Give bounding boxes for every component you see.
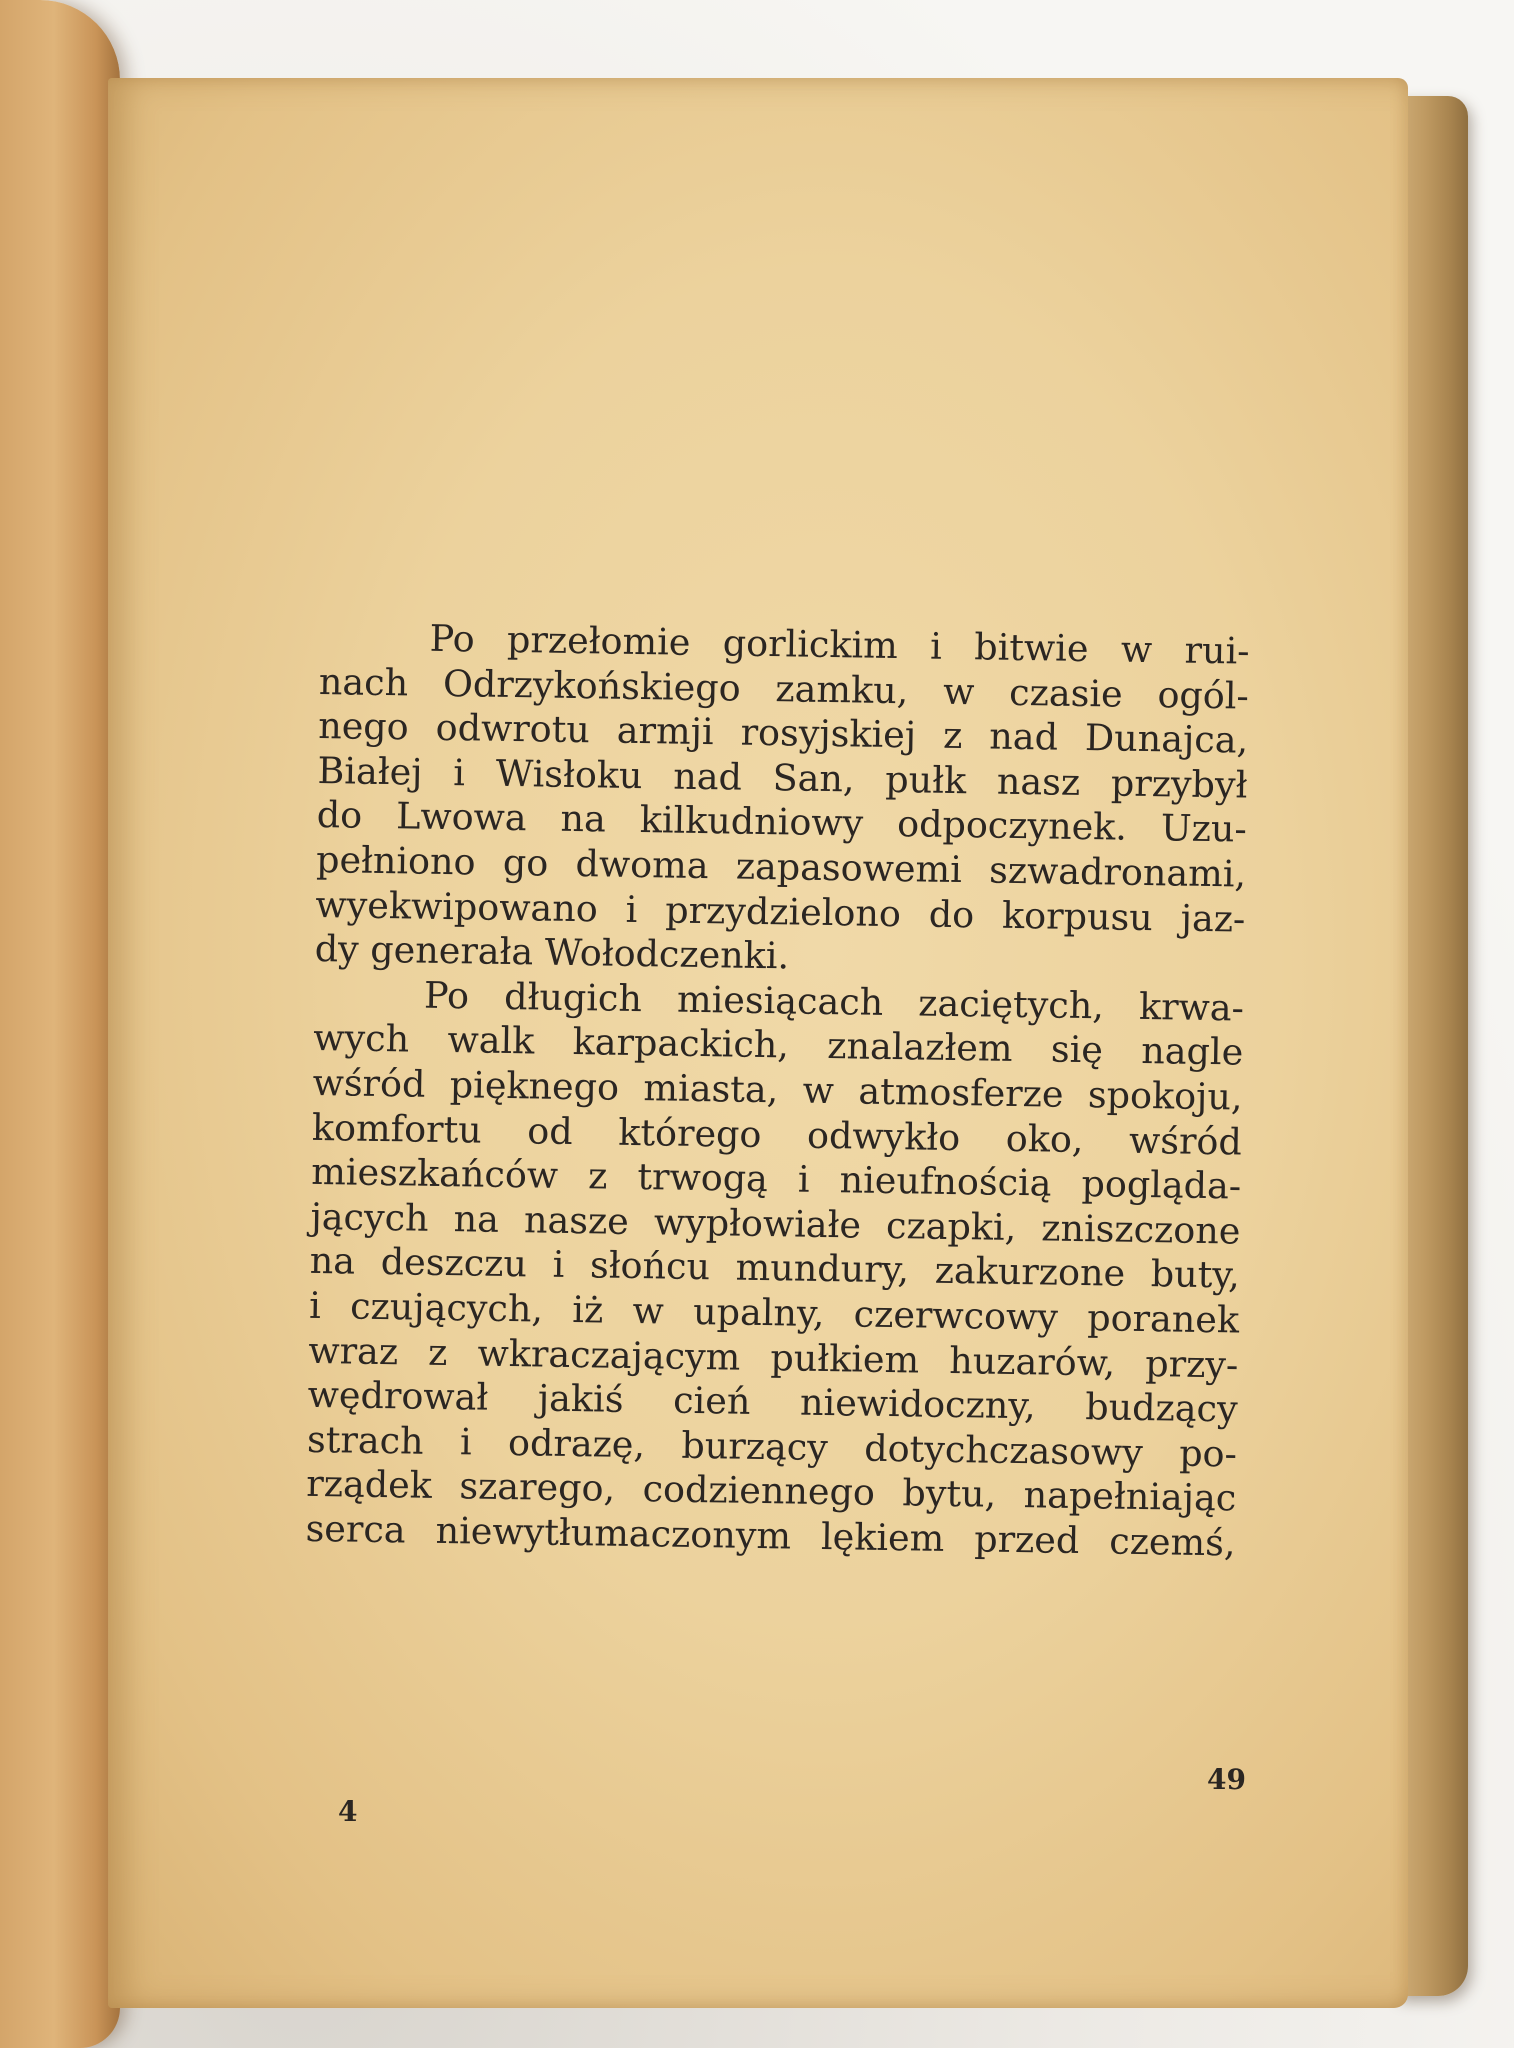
paragraph-2 [305, 972, 1244, 1566]
text-line: nego odwrotu armji rosyjskiej z nad Dunajca, [317, 704, 1249, 762]
text-line: strach i odrazę, burzący dotychczasowy po- [306, 1417, 1238, 1476]
text-line: nach Odrzykońskiego zamku, w czasie ogól- [318, 659, 1250, 718]
text-line: na deszczu i słońcu mundury, zakurzone buty, [309, 1239, 1241, 1297]
text-line: jących na nasze wypłowiałe czapki, zniszczone [310, 1194, 1241, 1253]
page-number: 49 [1207, 1763, 1246, 1796]
text-line: rządek szarego, codziennego bytu, napełniając [306, 1462, 1237, 1520]
text-line: dy generała Wołodczenki. [314, 927, 790, 978]
text-line: i czujących, iż w upalny, czerwcowy poranek [308, 1283, 1240, 1342]
text-line: pełniono go dwoma zapasowemi szwadronami, [315, 837, 1247, 896]
text-line: Po przełomie gorlickim i bitwie w rui- [429, 616, 1250, 673]
text-line: do Lwowa na kilkudniowy odpoczynek. Uzu- [316, 793, 1248, 851]
text-line: Białej i Wisłoku nad San, pułk nasz przybył [317, 748, 1248, 807]
text-line: serca niewytłumaczonym lękiem przed czemś, [305, 1506, 1236, 1565]
text-line: wśród pięknego miasta, w atmosferze spokoju, [312, 1060, 1243, 1119]
text-line: komfortu od którego odwykło oko, wśród [311, 1105, 1243, 1164]
text-line: wych walk karpackich, znalazłem się nagle [313, 1016, 1244, 1074]
text-line: wraz z wkraczającym pułkiem huzarów, przy- [308, 1328, 1239, 1387]
text-line: wędrował jakiś cień niewidoczny, budzący [307, 1373, 1238, 1431]
left-page-edge [0, 0, 120, 2048]
signature-mark: 4 [338, 1795, 358, 1828]
text-line: Po długich miesiącach zaciętych, krwa- [423, 973, 1245, 1030]
text-line: mieszkańców z trwogą i nieufnością pogląda- [310, 1150, 1242, 1208]
text-line: wyekwipowano i przydzielono do korpusu jaz- [315, 882, 1246, 941]
paragraph-1 [314, 615, 1249, 986]
page-text [305, 615, 1250, 1566]
